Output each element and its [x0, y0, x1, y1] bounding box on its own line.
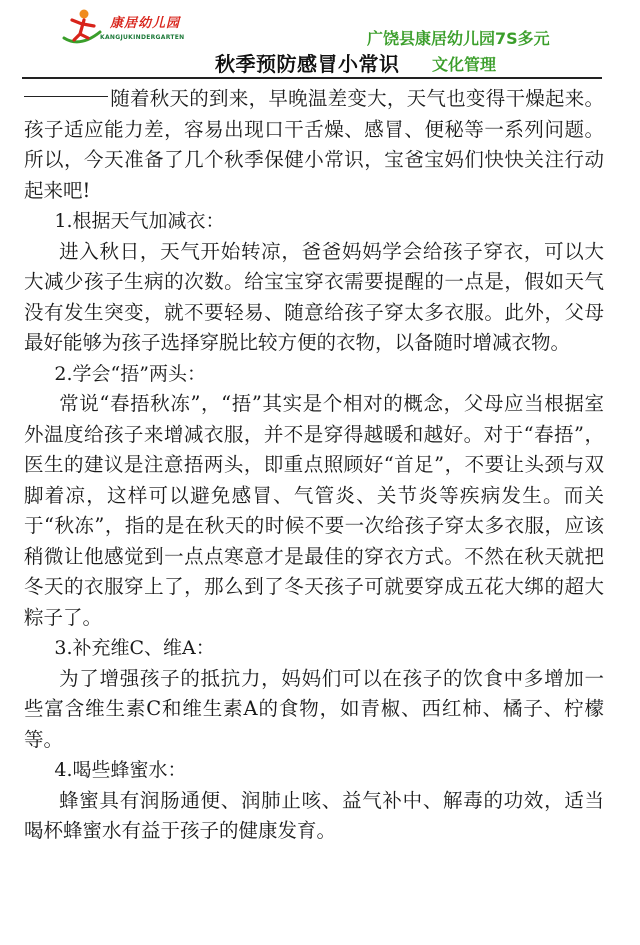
header — [0, 0, 640, 80]
logo-english-name: KANGJUKINDERGARTEN — [100, 34, 185, 41]
intro-paragraph — [24, 84, 604, 206]
department-label: 文化管理 — [432, 55, 497, 74]
lead-dash — [24, 96, 108, 97]
header-divider — [22, 77, 602, 79]
logo-chinese-name: 康居幼儿园 — [110, 16, 181, 31]
section-paragraph: 进入秋日，天气开始转凉，爸爸妈妈学会给孩子穿衣，可以大大减少孩子生病的次数。给宝宝穿衣需要提醒的一点是，假如天气没有发生突变，就不要轻易、随意给孩子穿太多衣服。此外，父母最好能够为孩子选择穿脱比较方便的衣物，以备随时增减衣物。 — [24, 239, 604, 354]
page-title: 秋季预防感冒小常识 — [215, 52, 400, 76]
section-paragraph: 常说“春捂秋冻”，“捂”其实是个相对的概念，父母应当根据室外温度给孩子来增减衣服，并不是穿得越暖和越好。对于“春捂”，医生的建议是注意捂两头，即重点照顾好“首足”，不要让头颈与双脚着凉，这样可以避免感冒、气管炎、关节炎等疾病发生。而关于“秋冻”，指的是在秋天的时候不要一次给孩子穿太多衣服，应该稍微让他感觉到一点点寒意才是最佳的穿衣方式。不然在秋天就把冬天的衣服穿上了，那么到了冬天孩子可就要穿成五花大绑的超大粽子了。 — [24, 392, 604, 629]
child-figure-logo-icon — [62, 8, 102, 46]
section-heading: 1.根据天气加减衣： — [54, 210, 225, 232]
section-heading: 4.喝些蜂蜜水： — [54, 759, 187, 781]
kindergarten-logo — [62, 8, 202, 48]
section-heading: 2.学会“捂”两头： — [54, 362, 206, 385]
section-heading: 3.补充维C、维A： — [54, 637, 215, 659]
article-body — [24, 84, 604, 847]
section-paragraph: 蜂蜜具有润肠通便、润肺止咳、益气补中、解毒的功效，适当喝杯蜂蜜水有益于孩子的健康发育。 — [24, 788, 604, 842]
kindergarten-name: 广饶县康居幼儿园7S多元 — [367, 29, 550, 48]
section-paragraph: 为了增强孩子的抵抗力，妈妈们可以在孩子的饮食中多增加一些富含维生素C和维生素A的食物，如青椒、西红柿、橘子、柠檬等。 — [24, 666, 604, 751]
intro-text: 随着秋天的到来，早晚温差变大，天气也变得干燥起来。孩子适应能力差，容易出现口干舌燥、感冒、便秘等一系列问题。所以，今天准备了几个秋季保健小常识，宝爸宝妈们快快关注行动起来吧! — [24, 87, 604, 202]
